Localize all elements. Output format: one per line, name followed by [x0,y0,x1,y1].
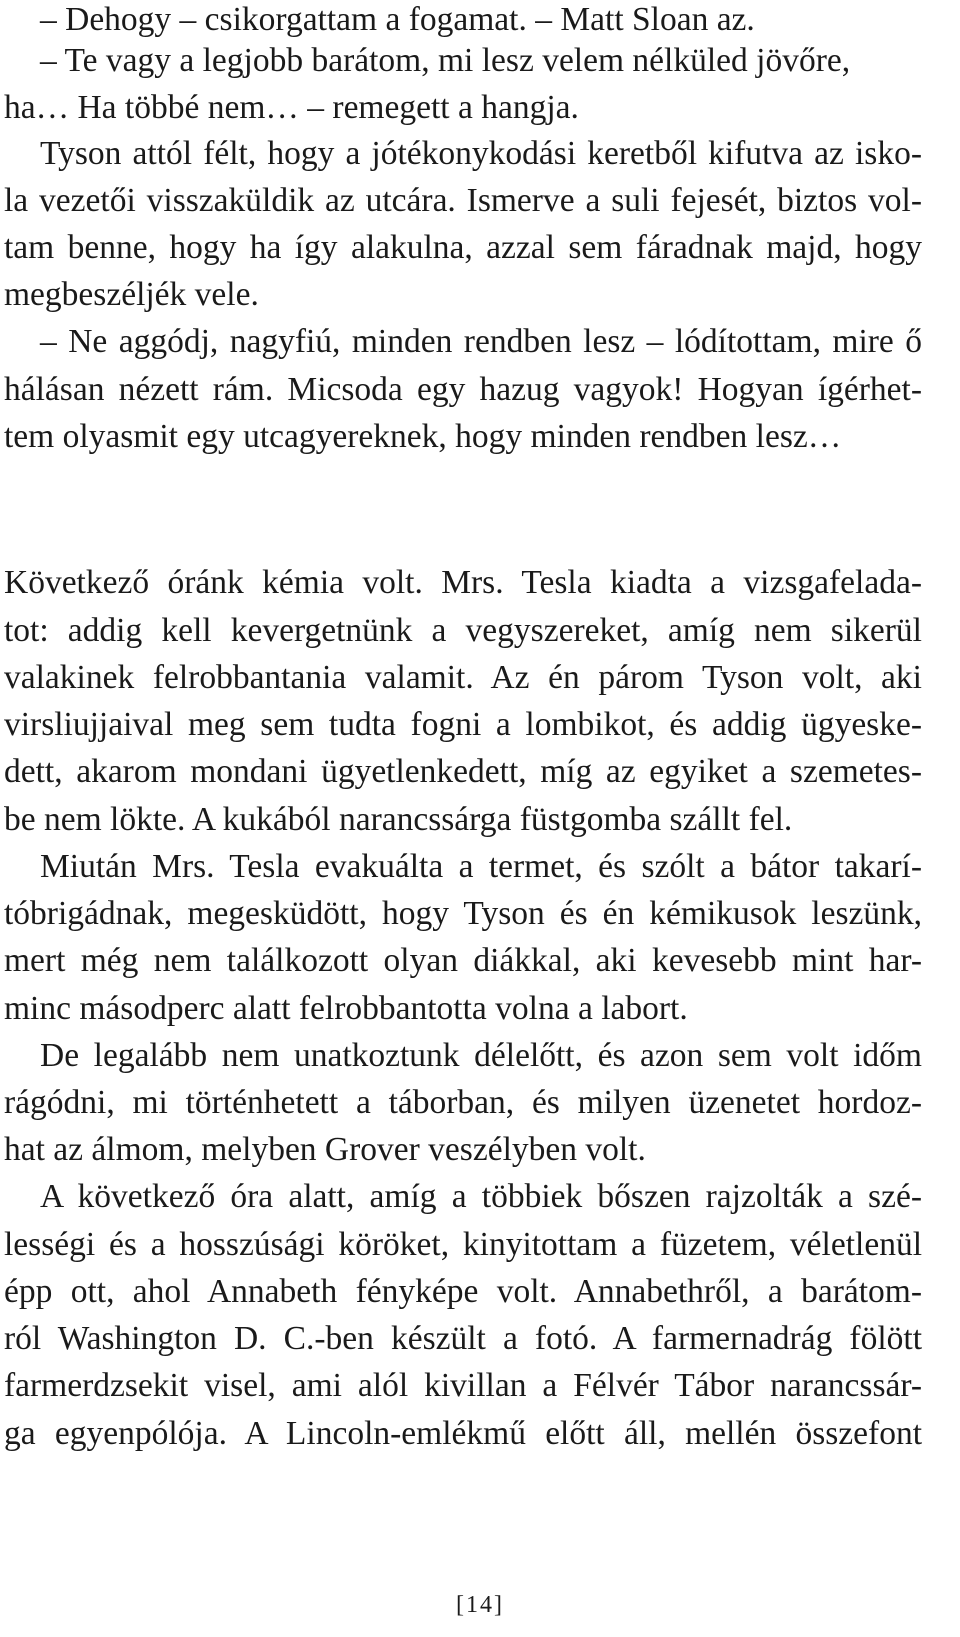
text-line: mert még nem találkozott olyan diákkal, aki kevesebb mint har- [4,942,922,979]
text-line: tam benne, hogy ha így alakulna, azzal sem fáradnak majd, hogy [4,229,922,266]
text-line: minc másodperc alatt felrobbantotta volna a labort. [4,990,688,1027]
text-line: hat az álmom, melyben Grover veszélyben volt. [4,1131,646,1168]
text-line: ga egyenpólója. A Lincoln-emlékmű előtt áll, mellén összefont [4,1415,922,1452]
text-line: lességi és a hosszúsági köröket, kinyitottam a füzetem, véletlenül [4,1226,922,1263]
text-line: épp ott, ahol Annabeth fényképe volt. Annabethről, a barátom- [4,1273,922,1310]
page-number: [14] [456,1592,504,1618]
text-line: – Te vagy a legjobb barátom, mi lesz velem nélküled jövőre, [40,42,851,79]
text-line: tóbrigádnak, megesküdött, hogy Tyson és én kémikusok leszünk, [4,895,922,932]
text-line: farmerdzsekit visel, ami alól kivillan a Félvér Tábor narancssár- [4,1367,922,1404]
text-line: valakinek felrobbantania valamit. Az én párom Tyson volt, aki [4,659,922,696]
text-line: be nem lökte. A kukából narancssárga füstgomba szállt fel. [4,801,793,838]
text-line: ról Washington D. C.-ben készült a fotó. A farmernadrág fölött [4,1320,922,1357]
text-line: ha… Ha többé nem… – remegett a hangja. [4,89,579,126]
text-line: dett, akarom mondani ügyetlenkedett, míg az egyiket a szemetes- [4,753,922,790]
text-line: rágódni, mi történhetett a táborban, és milyen üzenetet hordoz- [4,1084,922,1121]
text-line: hálásan nézett rám. Micsoda egy hazug vagyok! Hogyan ígérhet- [4,371,922,408]
text-line: tot: addig kell kevergetnünk a vegyszereket, amíg nem sikerül [4,612,922,649]
text-line: Tyson attól félt, hogy a jótékonykodási keretből kifutva az isko- [40,135,922,172]
text-line: virsliujjaival meg sem tudta fogni a lombikot, és addig ügyeske- [4,706,922,743]
text-line: la vezetői visszaküldik az utcára. Ismerve a suli fejesét, biztos vol- [4,182,922,219]
text-line: megbeszéljék vele. [4,276,259,313]
text-line: – Ne aggódj, nagyfiú, minden rendben lesz – lódítottam, mire ő [40,323,922,360]
text-line: – Dehogy – csikorgattam a fogamat. – Matt Sloan az. [40,1,755,38]
text-line: Miután Mrs. Tesla evakuálta a termet, és szólt a bátor takarí- [40,848,922,885]
text-line: A következő óra alatt, amíg a többiek bőszen rajzolták a szé- [40,1178,922,1215]
text-line: Következő óránk kémia volt. Mrs. Tesla kiadta a vizsgafelada- [4,564,922,601]
text-line: De legalább nem unatkoztunk délelőtt, és azon sem volt időm [40,1037,922,1074]
text-line: tem olyasmit egy utcagyereknek, hogy minden rendben lesz… [4,418,842,455]
